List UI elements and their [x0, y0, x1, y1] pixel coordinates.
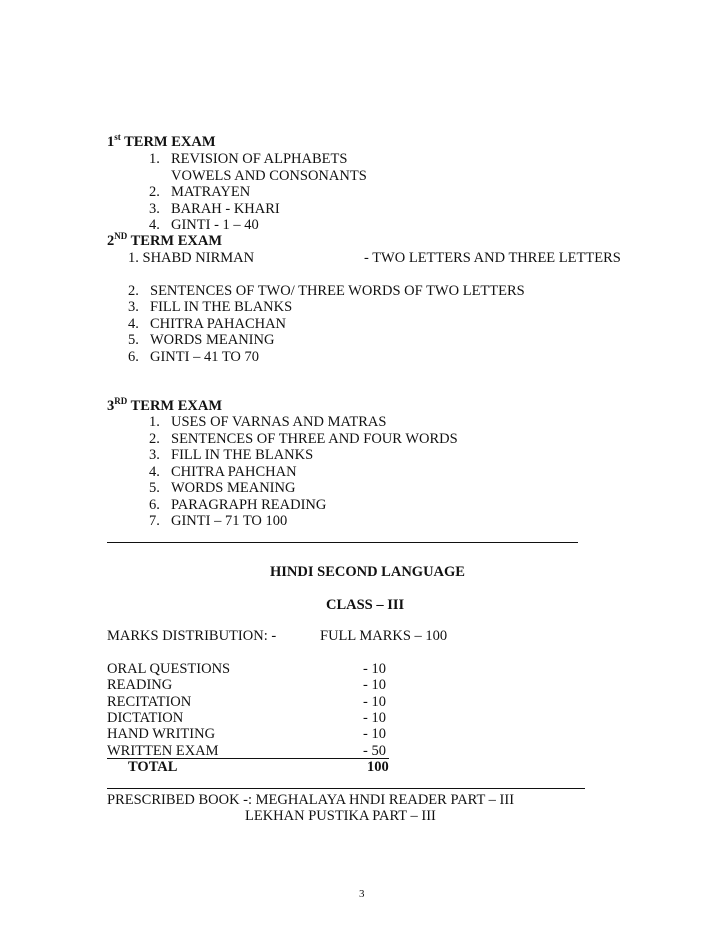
term1-heading: 1st TERM EXAM	[107, 132, 216, 150]
list-item-number: 6.	[149, 497, 160, 513]
marks-row-value: - 10	[363, 710, 386, 726]
list-item: FILL IN THE BLANKS	[150, 299, 293, 315]
list-item-number: 2.	[149, 431, 160, 447]
total-label: TOTAL	[128, 759, 178, 775]
list-item: GINTI – 41 TO 70	[150, 349, 260, 365]
list-item-number: 1.	[149, 151, 160, 167]
list-item-number: 3.	[128, 299, 139, 315]
section-title: HINDI SECOND LANGUAGE	[270, 564, 465, 580]
list-item: GINTI – 71 TO 100	[171, 513, 288, 529]
list-item: VOWELS AND CONSONANTS	[171, 168, 367, 184]
marks-row-name: HAND WRITING	[107, 726, 216, 742]
list-item-number: 2.	[149, 184, 160, 200]
list-item: USES OF VARNAS AND MATRAS	[171, 414, 387, 430]
list-item-number: 1.	[149, 414, 160, 430]
list-item: BARAH - KHARI	[171, 201, 280, 217]
list-item: PARAGRAPH READING	[171, 497, 327, 513]
list-item: WORDS MEANING	[171, 480, 296, 496]
list-item-number: 3.	[149, 447, 160, 463]
marks-row-value: - 50	[363, 743, 386, 759]
marks-row-name: WRITTEN EXAM	[107, 743, 219, 759]
list-item-note: - TWO LETTERS AND THREE LETTERS	[364, 250, 621, 266]
marks-row-name: ORAL QUESTIONS	[107, 661, 231, 677]
list-item-number: 2.	[128, 283, 139, 299]
total-value: 100	[367, 759, 389, 775]
list-item-number: 3.	[149, 201, 160, 217]
prescribed-book: PRESCRIBED BOOK -: MEGHALAYA HNDI READER PART – III	[107, 792, 515, 808]
marks-row-value: - 10	[363, 694, 386, 710]
term2-heading: 2ND TERM EXAM	[107, 231, 223, 249]
list-item-number: 4.	[128, 316, 139, 332]
list-item: 1. SHABD NIRMAN	[128, 250, 255, 266]
list-item: SENTENCES OF TWO/ THREE WORDS OF TWO LETTERS	[150, 283, 525, 299]
list-item-number: 6.	[128, 349, 139, 365]
divider	[107, 788, 585, 789]
full-marks: FULL MARKS – 100	[320, 628, 448, 644]
list-item: MATRAYEN	[171, 184, 251, 200]
list-item-number: 7.	[149, 513, 160, 529]
page-number: 3	[359, 888, 365, 900]
list-item: CHITRA PAHACHAN	[150, 316, 287, 332]
list-item: WORDS MEANING	[150, 332, 275, 348]
marks-row-name: RECITATION	[107, 694, 192, 710]
prescribed-book-second: LEKHAN PUSTIKA PART – III	[245, 808, 436, 824]
list-item-number: 5.	[149, 480, 160, 496]
list-item-number: 4.	[149, 464, 160, 480]
marks-row-value: - 10	[363, 661, 386, 677]
list-item-number: 5.	[128, 332, 139, 348]
marks-row-name: READING	[107, 677, 173, 693]
marks-row-name: DICTATION	[107, 710, 184, 726]
term3-heading: 3RD TERM EXAM	[107, 396, 223, 414]
marks-label: MARKS DISTRIBUTION: -	[107, 628, 277, 644]
list-item-number: 4.	[149, 217, 160, 233]
list-item: CHITRA PAHCHAN	[171, 464, 297, 480]
marks-row-value: - 10	[363, 726, 386, 742]
list-item: GINTI - 1 – 40	[171, 217, 259, 233]
marks-row-value: - 10	[363, 677, 386, 693]
list-item: SENTENCES OF THREE AND FOUR WORDS	[171, 431, 458, 447]
list-item: REVISION OF ALPHABETS	[171, 151, 348, 167]
divider	[107, 542, 578, 543]
class-title: CLASS – III	[326, 597, 405, 613]
list-item: FILL IN THE BLANKS	[171, 447, 314, 463]
